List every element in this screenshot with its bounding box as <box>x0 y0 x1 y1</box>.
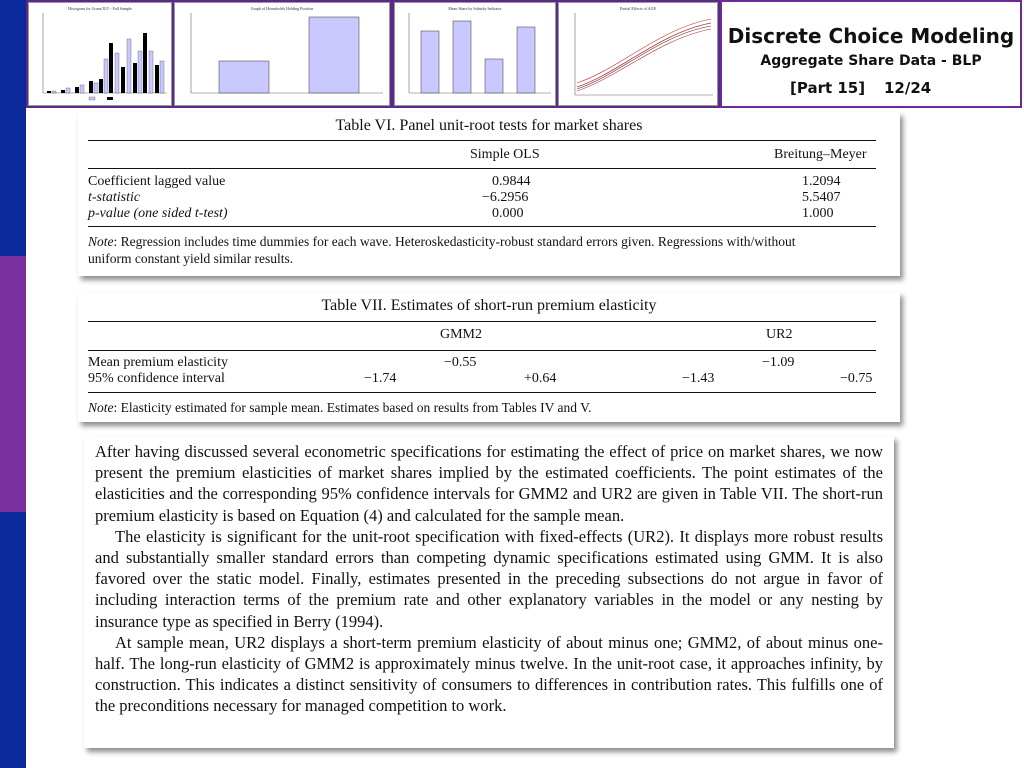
paragraph: At sample mean, UR2 displays a short-term premium elasticity of about minus one; GMM2, of about minus one-half. The long-run elasticity of GMM2 is approximately minus twelve. In the unit-root case, it approaches infinity, by construction. This indicates a distinct sensitivity of consumers to differences in contribution rates. This fulfills one of the preconditions necessary for managed competition to work. <box>95 632 883 716</box>
table-6-row-label: Coefficient lagged value <box>88 174 226 189</box>
table-rule <box>88 226 876 227</box>
table-7-row-label: 95% confidence interval <box>88 371 225 386</box>
note-text: : Elasticity estimated for sample mean. Estimates based on results from Tables IV and V. <box>113 400 592 415</box>
thumbnail-caption: Histogram for Gruns/IGT - Full Sample <box>68 6 132 11</box>
body-text <box>95 441 883 717</box>
table-7-row-label: Mean premium elasticity <box>88 355 228 370</box>
thumbnail-caption: Partial Effects of AGE <box>619 6 657 11</box>
table-7-col-header: GMM2 <box>440 327 483 342</box>
table-6-cell: 1.000 <box>802 206 834 221</box>
histogram-thumbnail <box>28 2 172 106</box>
bar-thumbnail-1 <box>174 2 390 106</box>
sidebar-block-blue-top <box>0 0 26 256</box>
table-rule <box>88 140 876 141</box>
slide-subtitle: Aggregate Share Data - BLP <box>760 53 982 69</box>
page-number: 12/24 <box>884 79 932 97</box>
table-6-cell: 5.5407 <box>802 190 841 205</box>
table-6-row-label: t-statistic <box>88 190 141 205</box>
note-lead: Note <box>88 400 114 415</box>
table-7-col-header: UR2 <box>766 327 793 342</box>
bar-thumbnail-2 <box>394 2 556 106</box>
paragraph: The elasticity is significant for the unit-root specification with fixed-effects (UR2). It displays more robust results and substantially smaller standard errors than competing dynamic specifications estimated using GMM. It is also favored over the static model. Finally, estimates presented in the preceding subsections do not argue in favor of including interaction terms of the premium rate and other explanatory variables in the model or any nesting by insurance type as specified in Berry (1994). <box>95 526 883 631</box>
table-6-title: Table VI. Panel unit-root tests for market shares <box>335 117 643 134</box>
sidebar-block-purple <box>0 256 26 512</box>
thumbnail-band <box>26 0 720 108</box>
table-6-row-label: p-value (one sided t-test) <box>88 206 228 221</box>
table-rule <box>88 168 876 169</box>
table-rule <box>88 392 876 393</box>
table-6-col-header: Simple OLS <box>470 147 540 162</box>
thumbnail-caption: Mean Share by Subsidy Indicator <box>448 6 502 11</box>
table-7-note <box>88 399 888 416</box>
table-6-panel <box>78 112 900 276</box>
table-7-cell: +0.64 <box>524 371 557 386</box>
slide-title: Discrete Choice Modeling <box>727 24 1015 48</box>
table-7-cell: −1.43 <box>682 371 715 386</box>
part-label: [Part 15] <box>790 79 866 97</box>
table-rule <box>88 321 876 322</box>
table-7-panel <box>78 292 900 422</box>
table-7-title: Table VII. Estimates of short-run premium elasticity <box>321 297 657 314</box>
left-sidebar <box>0 0 26 768</box>
table-6-cell: 0.000 <box>492 206 524 221</box>
table-6-cell: 1.2094 <box>802 174 841 189</box>
table-7-cell: −1.09 <box>762 355 795 370</box>
table-6-col-header: Breitung–Meyer <box>774 147 867 162</box>
paragraph: After having discussed several econometric specifications for estimating the effect of price on market shares, we now present the premium elasticities of market shares implied by the estimated coefficients. The point estimates of the elasticities and the corresponding 95% confidence intervals for GMM2 and UR2 are given in Table VII. The short-run premium elasticity is based on Equation (4) and calculated for the sample mean. <box>95 442 883 525</box>
note-text: : Regression includes time dummies for each wave. Heteroskedasticity-robust standard errors given. Regressions with/without <box>113 234 796 249</box>
table-7-cell: −0.55 <box>444 355 477 370</box>
table-rule <box>88 350 876 351</box>
thumbnail-caption: Graph of Households Holding Position <box>250 6 314 11</box>
table-6-cell: −6.2956 <box>482 190 529 205</box>
note-lead: Note <box>88 234 114 249</box>
table-7-cell: −0.75 <box>840 371 873 386</box>
sidebar-block-blue-bottom <box>0 512 26 768</box>
line-thumbnail <box>558 2 718 106</box>
slide-title-box <box>720 0 1022 108</box>
note-text: uniform constant yield similar results. <box>88 251 294 266</box>
table-7-cell: −1.74 <box>364 371 397 386</box>
table-6-note <box>88 233 888 267</box>
table-6-cell: 0.9844 <box>492 174 531 189</box>
